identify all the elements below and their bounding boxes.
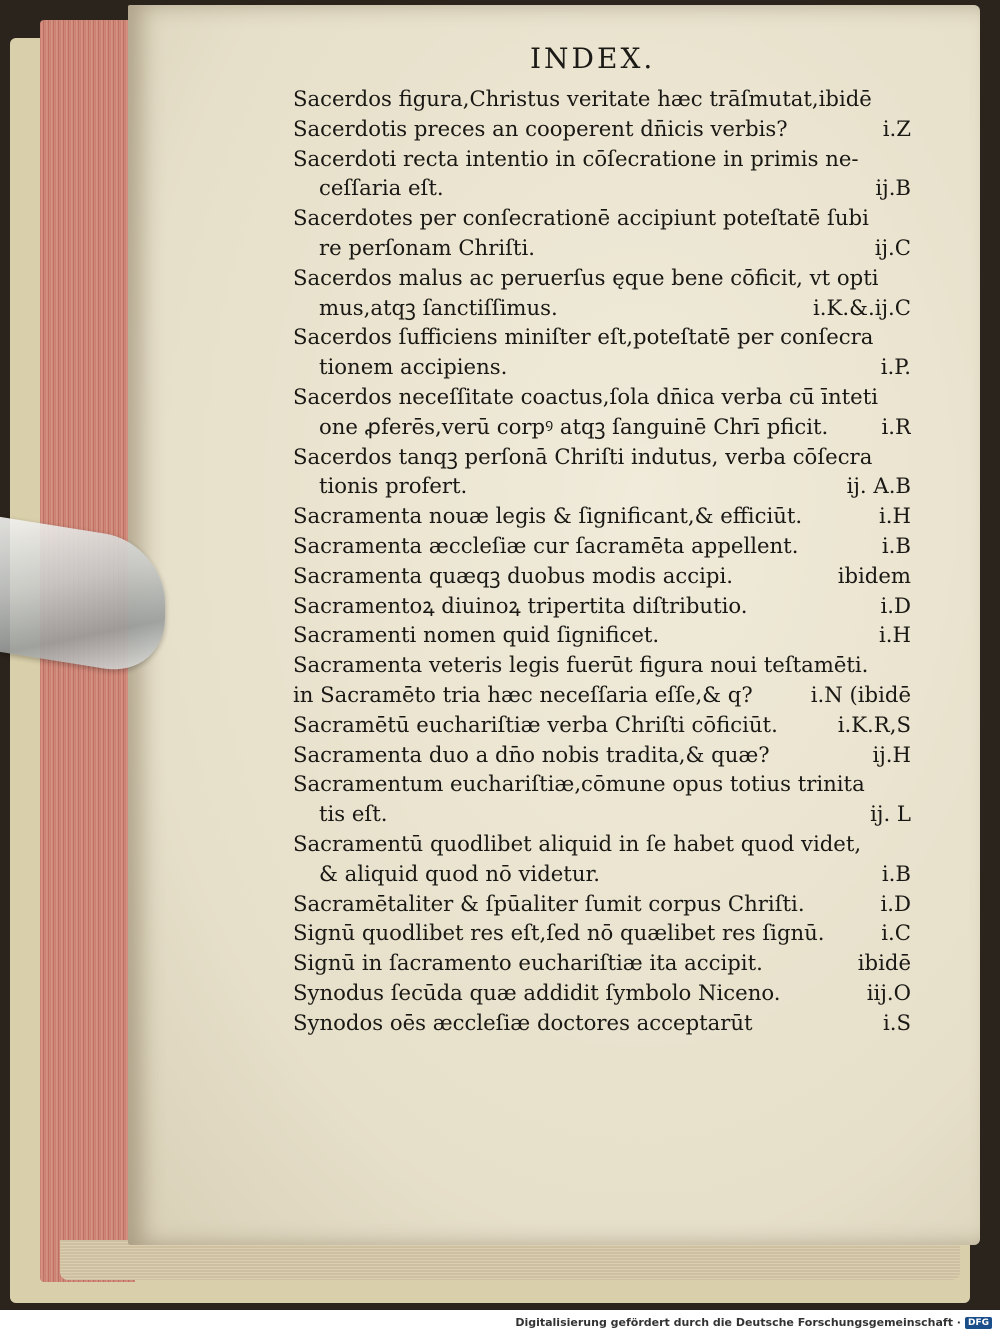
entry-text: mus,atqꝫ ſanctiſſimus.	[319, 294, 558, 320]
index-entry	[293, 650, 911, 680]
index-entry	[293, 501, 911, 531]
entry-reference: i.B	[881, 860, 911, 886]
entry-reference	[903, 322, 911, 352]
page-header: INDEX.	[530, 42, 656, 75]
index-entry	[293, 680, 911, 710]
entry-text: Sacramentum euchariſtiæ,cōmune opus totius trinita	[293, 771, 865, 797]
entry-text: Sacramenta duo a dn̄o nobis tradita,& quæ?	[293, 741, 770, 767]
index-entry	[293, 322, 911, 352]
index-entry	[293, 173, 911, 203]
entry-text: Sacramenta nouæ legis & ſignificant,& efficiūt.	[293, 503, 803, 529]
entry-reference: i.S	[882, 1009, 911, 1035]
entry-text: tis eſt.	[319, 801, 388, 827]
entry-reference: i.Z	[882, 115, 911, 141]
index-entry	[293, 1008, 911, 1038]
index-entry	[293, 114, 911, 144]
entry-text: in Sacramēto tria hæc neceſſaria eſſe,& q?	[293, 681, 753, 707]
entry-reference: i.H	[879, 622, 911, 648]
entry-reference: ij.H	[872, 741, 911, 767]
index-entry	[293, 203, 911, 233]
entry-text: Sacerdotes per conſecrationē accipiunt poteſtatē ſubi	[293, 205, 869, 231]
entry-reference: i.H	[879, 503, 911, 529]
index-entry	[293, 799, 911, 829]
entry-reference: i.C	[881, 920, 911, 946]
index-entry	[293, 352, 911, 382]
index-entry	[293, 620, 911, 650]
entry-text: Sacerdos neceſſitate coactus,ſola dn̄ica verba cū̄ īnteti	[293, 383, 879, 409]
index-entry	[293, 859, 911, 889]
entry-reference	[903, 382, 911, 412]
entry-text: Sacramenta veteris legis fuerūt figura noui teſtamēti.	[293, 652, 869, 678]
index-entry	[293, 918, 911, 948]
entry-text: Sacerdos figura,Christus veritate hæc trāſmutat,ibidē	[293, 86, 872, 111]
entry-text: Sacramenti nomen quid ſignificet.	[293, 622, 660, 648]
entry-reference: ij.B	[875, 175, 911, 201]
entry-text: Sacramētaliter & ſpūaliter ſumit corpus Chriſti.	[293, 890, 805, 916]
entry-text: Sacerdoti recta intentio in cōſecratione in primis ne-	[293, 145, 859, 171]
entry-reference: iij.O	[866, 979, 911, 1005]
index-entries	[293, 84, 911, 1038]
entry-reference: i.B	[881, 532, 911, 558]
entry-text: & aliquid quod nō videtur.	[319, 860, 601, 886]
index-entry	[293, 531, 911, 561]
footer-credit	[515, 1316, 992, 1329]
index-entry	[293, 382, 911, 412]
entry-reference	[903, 84, 911, 114]
entry-reference	[903, 829, 911, 859]
entry-reference: i.K.&.ij.C	[813, 294, 911, 320]
entry-reference: ibidem	[837, 562, 911, 588]
entry-reference	[903, 650, 911, 680]
index-entry	[293, 889, 911, 919]
entry-reference	[903, 144, 911, 174]
index-entry	[293, 710, 911, 740]
index-entry	[293, 740, 911, 770]
entry-text: Sacramenta æccleſiæ cur ſacramēta appellent.	[293, 532, 799, 558]
dfg-logo: DFG	[965, 1317, 992, 1329]
entry-text: Sacramētū euchariſtiæ verba Chriſti cōficiūt.	[293, 711, 778, 737]
index-entry	[293, 412, 911, 442]
entry-reference: i.D	[880, 592, 911, 618]
index-entry	[293, 442, 911, 472]
entry-reference: i.N (ibidē	[810, 681, 911, 707]
index-entry	[293, 829, 911, 859]
entry-text: Sacerdos malus ac peruerſus ęque bene cōficit, vt opti	[293, 264, 879, 290]
entry-reference: ij. A.B	[846, 473, 911, 499]
index-entry	[293, 84, 911, 114]
entry-text: Sacramenta quæqꝫ duobus modis accipi.	[293, 562, 733, 588]
entry-reference	[903, 769, 911, 799]
entry-text: Sacramentū quodlibet aliquid in ſe habet quod videt,	[293, 830, 862, 856]
entry-reference	[903, 203, 911, 233]
index-entry	[293, 144, 911, 174]
entry-text: Signū in ſacramento euchariſtiæ ita accipit.	[293, 950, 763, 976]
entry-text: Sacerdos tanqꝫ perſonā Chriſti indutus, verba cōſecra	[293, 443, 873, 469]
entry-text: Synodus ſecūda quæ addidit ſymbolo Niceno.	[293, 979, 781, 1005]
entry-reference: ij. L	[870, 801, 911, 827]
index-entry	[293, 471, 911, 501]
entry-reference: ibidē	[857, 950, 911, 976]
entry-text: ceſſaria eſt.	[319, 175, 444, 201]
entry-text: Synodos oēs æccleſiæ doctores acceptarūt	[293, 1009, 753, 1035]
entry-text: Sacerdotis preces an cooperent dn̄icis verbis?	[293, 115, 788, 141]
entry-text: Sacerdos ſufficiens miniſter eſt,poteſtatē per conſecra	[293, 324, 874, 350]
index-entry	[293, 293, 911, 323]
entry-text: Sacramentoꝝ diuinoꝝ tripertita diſtributio.	[293, 592, 748, 618]
entry-reference	[903, 442, 911, 472]
entry-text: re perſonam Chriſti.	[319, 234, 535, 260]
entry-reference: i.R	[881, 413, 911, 439]
index-entry	[293, 769, 911, 799]
entry-reference: i.K.R,S	[837, 711, 911, 737]
index-entry	[293, 978, 911, 1008]
footer-text: Digitalisierung gefördert durch die Deutsche Forschungsgemeinschaft ·	[515, 1316, 961, 1329]
page-edges-bottom	[60, 1240, 960, 1280]
entry-reference: i.D	[880, 890, 911, 916]
index-entry	[293, 561, 911, 591]
entry-text: tionis profert.	[319, 473, 468, 499]
index-entry	[293, 263, 911, 293]
index-entry	[293, 233, 911, 263]
index-entry	[293, 948, 911, 978]
entry-text: one ꝓferēs,verū corpꝰ atqꝫ ſanguinē Chrī pficit.	[319, 413, 829, 439]
entry-text: Signū quodlibet res eſt,ſed nō quælibet res ſignū.	[293, 920, 825, 946]
entry-reference: ij.C	[874, 234, 911, 260]
entry-reference: i.P.	[880, 354, 911, 380]
index-entry	[293, 591, 911, 621]
entry-reference	[903, 263, 911, 293]
entry-text: tionem accipiens.	[319, 354, 508, 380]
